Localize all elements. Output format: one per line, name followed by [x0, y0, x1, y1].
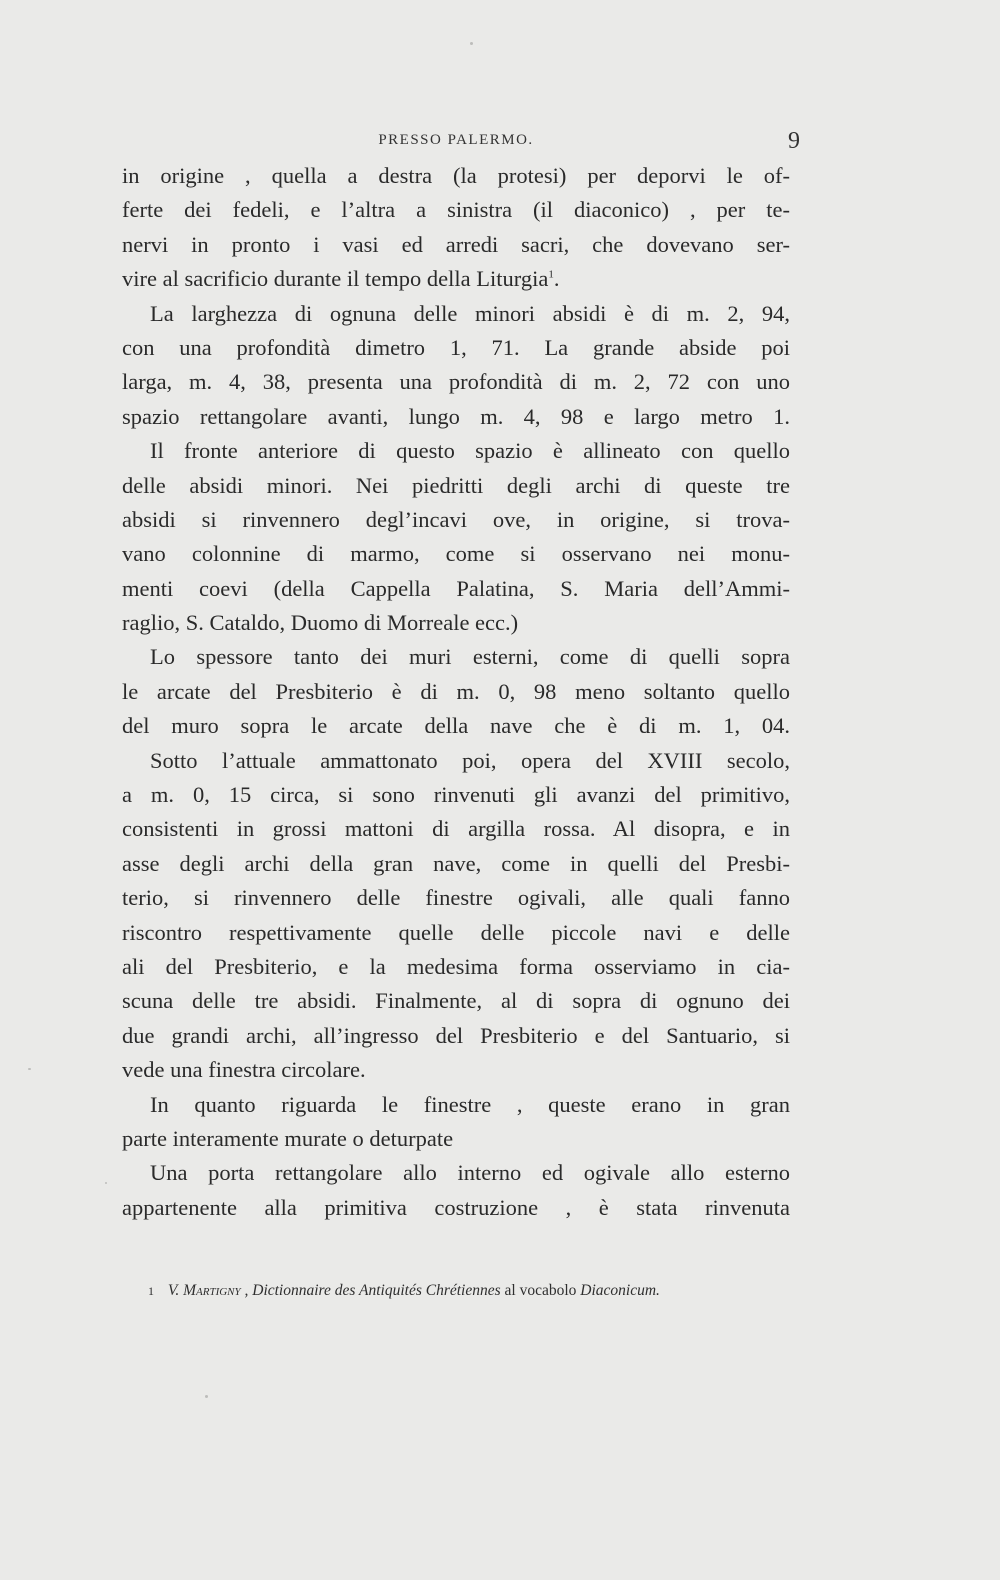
text-line [122, 1156, 790, 1190]
text-line [122, 1088, 790, 1122]
footnote-mark: 1 [148, 1284, 154, 1298]
text-line [122, 262, 790, 296]
text-line [122, 916, 790, 950]
text-line-content: con una profondità dimetro 1, 71. La grande abside poi [122, 334, 790, 360]
text-line [122, 193, 790, 227]
text-line-content: La larghezza di ognuna delle minori absidi è di m. 2, 94, [150, 300, 790, 326]
footnote-title: Dictionnaire des Antiquités Chrétiennes [252, 1282, 501, 1299]
footnote: 1 V. Martigny , Dictionnaire des Antiquités Chrétiennes al vocabolo Diaconicum. [148, 1282, 660, 1299]
text-line [122, 709, 790, 743]
text-line [122, 1019, 790, 1053]
text-line-content: consistenti in grossi mattoni di argilla rossa. Al disopra, e in [122, 816, 790, 842]
text-line [122, 640, 790, 674]
text-line-content: In quanto riguarda le finestre , queste erano in gran [150, 1091, 790, 1117]
text-line-content: absidi si rinvennero degl’incavi ove, in origine, si trova- [122, 506, 790, 532]
text-line [122, 1122, 790, 1156]
body-text [122, 159, 790, 1225]
text-line-content: vano colonnine di marmo, come si osservano nei monu- [122, 541, 790, 567]
text-line [122, 297, 790, 331]
text-line [122, 778, 790, 812]
text-line [122, 744, 790, 778]
text-line-content: spazio rettangolare avanti, lungo m. 4, 98 e largo metro 1. [122, 403, 790, 429]
text-line-content: riscontro respettivamente quelle delle piccole navi e delle [122, 919, 790, 945]
text-line [122, 537, 790, 571]
text-line-content: vire al sacrificio durante il tempo della Liturgia [122, 266, 549, 292]
text-line-content: ali del Presbiterio, e la medesima forma osserviamo in cia- [122, 953, 790, 979]
text-line [122, 984, 790, 1018]
text-line-content: Lo spessore tanto dei muri esterni, come di quelli sopra [150, 644, 790, 670]
text-line-content: larga, m. 4, 38, presenta una profondità di m. 2, 72 con uno [122, 369, 790, 395]
text-line [122, 331, 790, 365]
text-line-content: in origine , quella a destra (la protesi) per deporvi le of- [122, 163, 790, 188]
paper-speck [205, 1395, 208, 1398]
text-line-content: appartenente alla primitiva costruzione , è stata rinvenuta [122, 1194, 790, 1220]
text-line-content: a m. 0, 15 circa, si sono rinvenuti gli avanzi del primitivo, [122, 782, 790, 808]
text-line-content: menti coevi (della Cappella Palatina, S. Maria dell’Ammi- [122, 575, 790, 601]
text-line-content: nervi in pronto i vasi ed arredi sacri, che dovevano ser- [122, 231, 790, 257]
text-line-punctuation: . [553, 266, 560, 292]
text-line-content: parte interamente murate o deturpate [122, 1125, 454, 1151]
text-line-content: vede una finestra circolare. [122, 1057, 366, 1083]
text-line-content: terio, si rinvennero delle finestre ogivali, alle quali fanno [122, 885, 790, 911]
text-line [122, 365, 790, 399]
text-line [122, 675, 790, 709]
text-line-content: delle absidi minori. Nei piedritti degli archi di queste tre [122, 472, 790, 498]
text-line [122, 950, 790, 984]
text-line-content: ferte dei fedeli, e l’altra a sinistra (il diaconico) , per te- [122, 197, 790, 223]
text-line [122, 1053, 790, 1087]
text-line-content: due grandi archi, all’ingresso del Presbiterio e del Santuario, si [122, 1022, 790, 1048]
text-line [122, 606, 790, 640]
text-line [122, 503, 790, 537]
text-line [122, 881, 790, 915]
page-header [122, 128, 800, 158]
text-line [122, 434, 790, 468]
footnote-middle: al vocabolo [504, 1282, 577, 1299]
text-line [122, 1191, 790, 1225]
text-line-content: Una porta rettangolare allo interno ed ogivale allo esterno [150, 1160, 790, 1186]
running-head: PRESSO PALERMO. [378, 132, 534, 148]
text-line-content: scuna delle tre absidi. Finalmente, al di sopra di ognuno dei [122, 988, 790, 1014]
text-line [122, 812, 790, 846]
text-line [122, 400, 790, 434]
paper-speck [28, 1068, 31, 1070]
text-line-content: asse degli archi della gran nave, come in quelli del Presbi- [122, 850, 790, 876]
paper-speck [470, 42, 473, 45]
text-line-content: Sotto l’attuale ammattonato poi, opera del XVIII secolo, [150, 747, 790, 773]
text-line [122, 572, 790, 606]
page-number: 9 [788, 128, 800, 154]
text-line-content: Il fronte anteriore di questo spazio è allineato con quello [150, 438, 790, 464]
text-line [122, 469, 790, 503]
footnote-reference: 1 [548, 268, 554, 281]
text-line-content: le arcate del Presbiterio è di m. 0, 98 meno soltanto quello [122, 678, 790, 704]
footnote-author: V. Martigny [167, 1282, 241, 1299]
text-line [122, 847, 790, 881]
paper-speck [105, 1182, 107, 1184]
text-line [122, 159, 790, 193]
text-line-content: del muro sopra le arcate della nave che è di m. 1, 04. [122, 713, 790, 739]
footnote-term: Diaconicum. [580, 1282, 660, 1299]
text-line-content: raglio, S. Cataldo, Duomo di Morreale ecc.) [122, 610, 519, 636]
text-line [122, 228, 790, 262]
